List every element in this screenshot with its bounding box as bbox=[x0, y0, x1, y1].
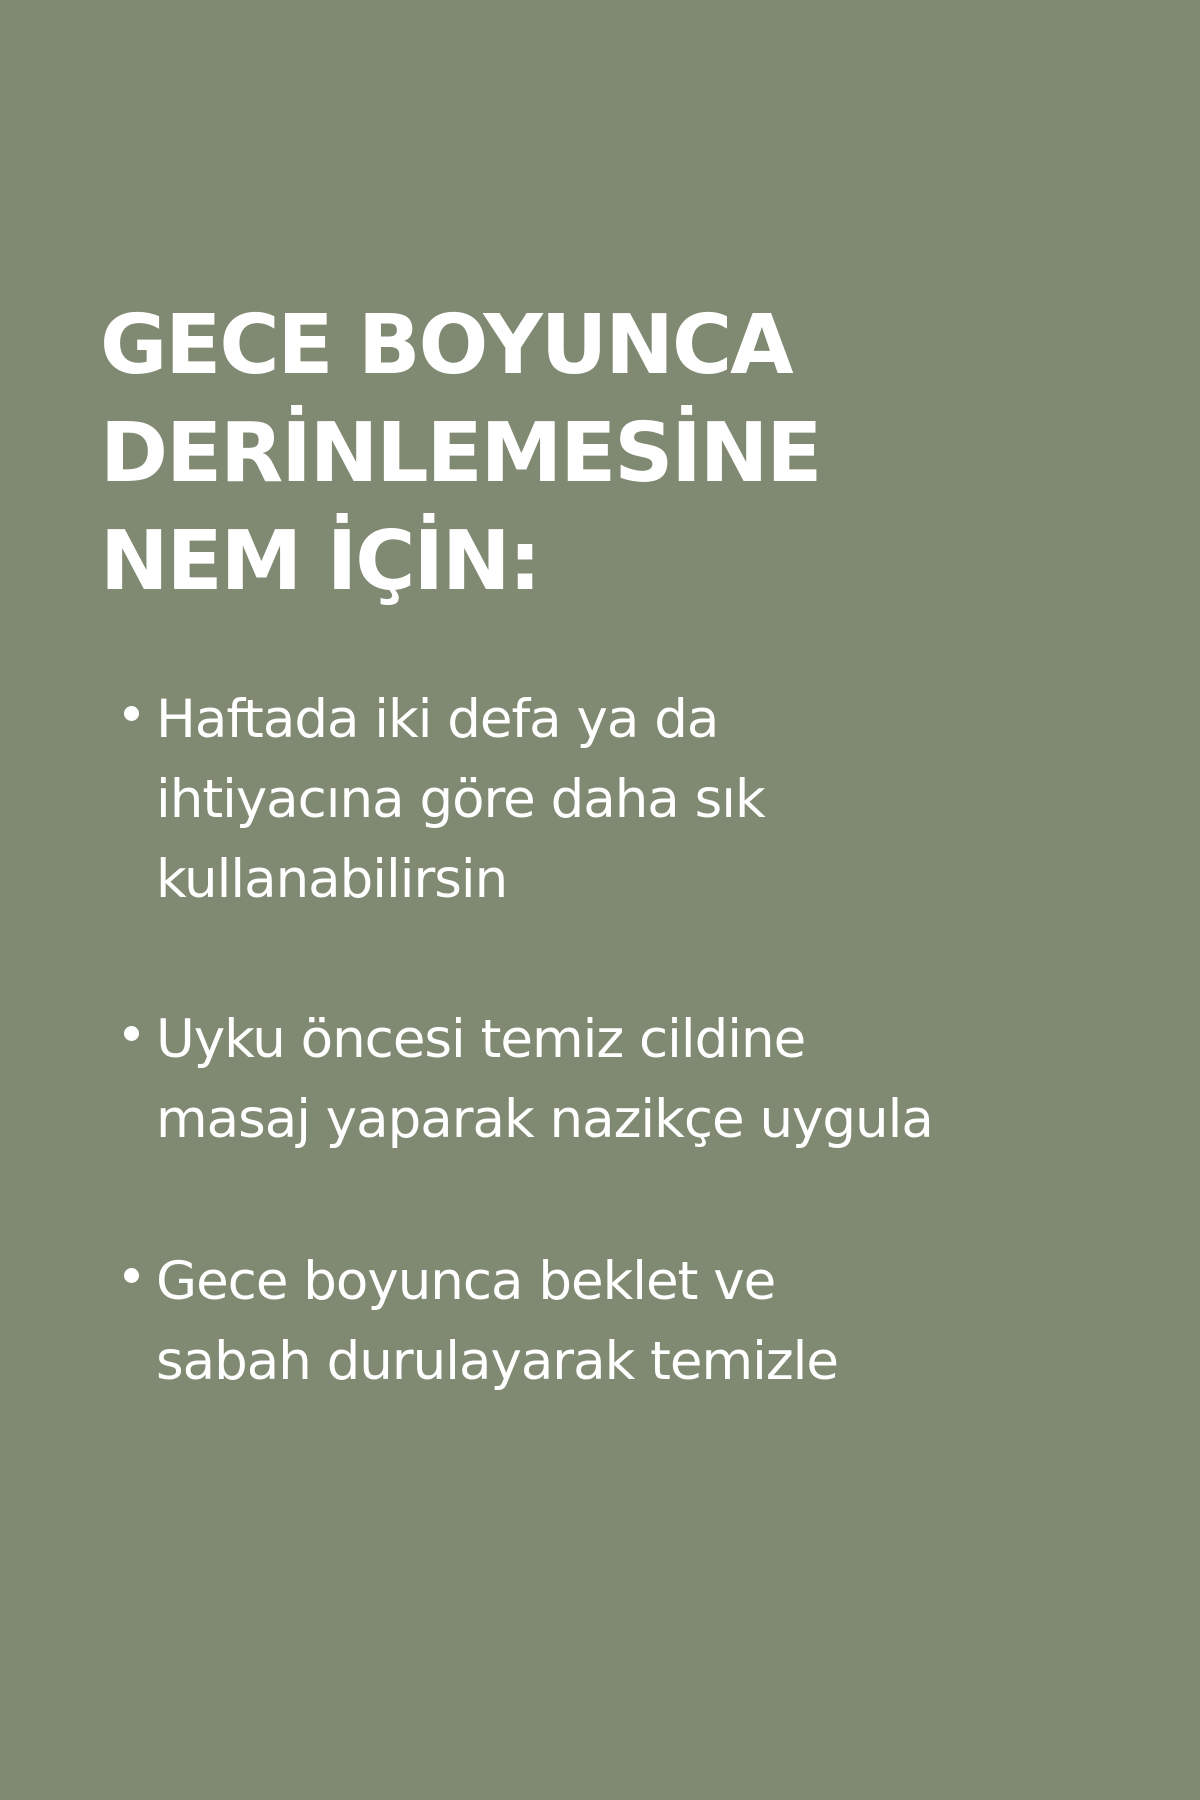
instruction-line-1: Haftada iki defa ya da bbox=[156, 689, 719, 750]
title-line-3: NEM İÇİN: bbox=[100, 514, 540, 609]
instruction-line-1: Uyku öncesi temiz cildine bbox=[156, 1009, 806, 1070]
instruction-line-3: kullanabilirsin bbox=[156, 849, 508, 910]
instruction-item-application bbox=[124, 1000, 1086, 1160]
bullet-dot-icon bbox=[124, 706, 139, 721]
page-title bbox=[100, 292, 1060, 616]
bullet-dot-icon bbox=[124, 1268, 139, 1283]
instruction-line-2: ihtiyacına göre daha sık bbox=[156, 769, 765, 830]
title-line-2: DERİNLEMESİNE bbox=[100, 406, 821, 501]
instruction-item-overnight bbox=[124, 1242, 1086, 1402]
title-line-1: GECE BOYUNCA bbox=[100, 298, 792, 393]
instruction-line-1: Gece boyunca beklet ve bbox=[156, 1251, 776, 1312]
instruction-line-2: sabah durulayarak temizle bbox=[156, 1331, 839, 1392]
bullet-dot-icon bbox=[124, 1026, 139, 1041]
instruction-line-2: masaj yaparak nazikçe uygula bbox=[156, 1089, 933, 1150]
instruction-item-frequency bbox=[124, 680, 1086, 920]
